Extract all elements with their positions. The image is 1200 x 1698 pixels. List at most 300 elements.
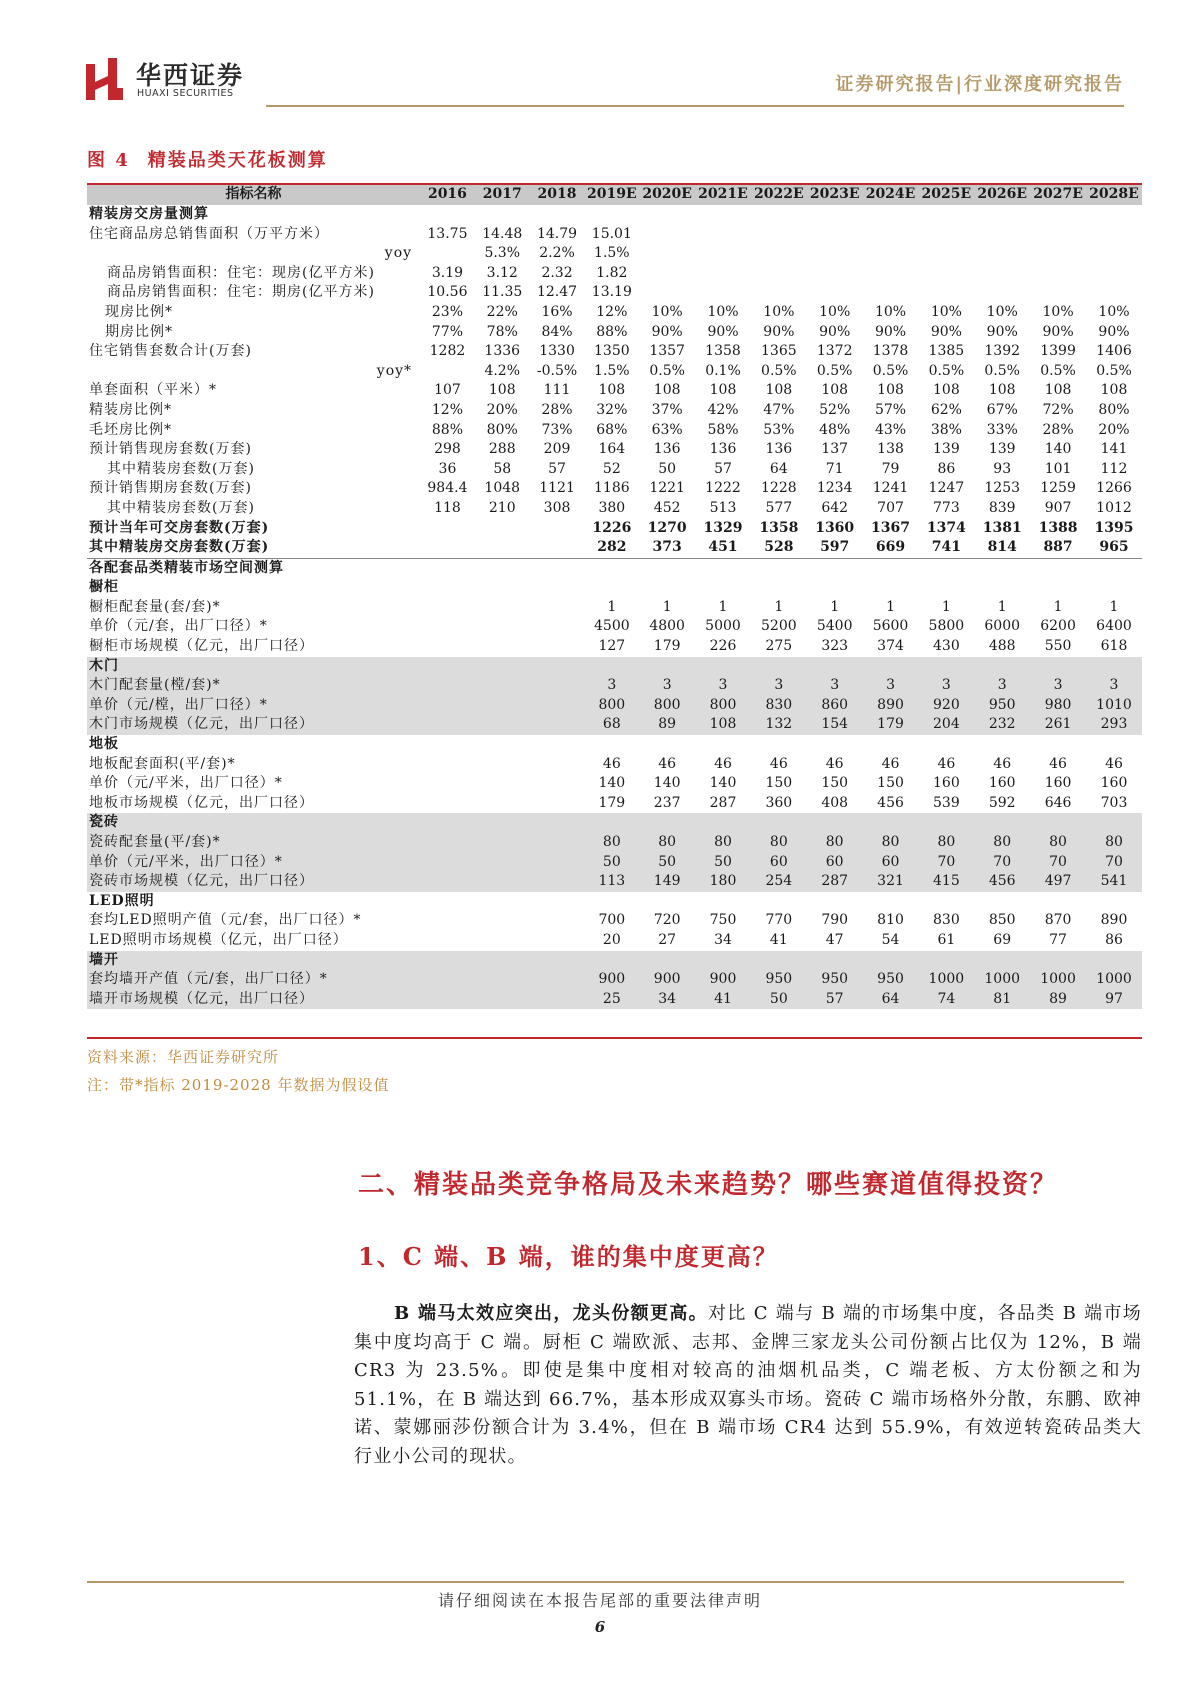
paragraph-body: 对比 C 端与 B 端的市场集中度，各品类 B 端市场集中度均高于 C 端。厨柜 C 端欧派、志邦、金牌三家龙头公司份额占比仅为 12%，B 端 CR3 为 23.5%。即使是集中度相对较高的油烟机品类，C 端老板、方太份额之和为 51.1%，在 B 端达到 66.7%，基本形成双寡头市场。瓷砖 C 端市场格外分散，东鹏、欧神诺、蒙娜丽莎份额合计为 3.4%，但在 B 端市场 CR4 达到 55.9%，有效逆转瓷砖品类大行业小公司的现状。 [354,1303,1142,1467]
table-cell [639,578,695,598]
table-cell [530,657,585,677]
table-cell [974,657,1030,677]
table-cell: 1 [607,598,617,615]
table-cell: 88% [596,323,628,340]
table-cell [974,283,1030,303]
table-row [87,460,1142,480]
table-cell: 890 [1100,912,1128,929]
paragraph-lead: B 端马太效应突出，龙头份额更高。 [394,1303,708,1324]
table-cell: 1358 [705,343,741,360]
row-label: 毛坯房比例* [89,421,172,438]
table-cell: 80 [918,833,974,853]
table-cell [974,813,1030,833]
table-cell: 321 [863,872,919,892]
table-cell [807,657,863,677]
table-cell [695,951,751,971]
table-section-row [87,558,1142,578]
table-cell: 50 [658,460,677,477]
column-header-year: 2019E [584,185,639,205]
table-cell [420,970,475,990]
table-cell: 136 [653,441,681,458]
table-cell: 108 [933,382,960,399]
table-section-row [87,735,1142,755]
table-cell: 0.5% [984,362,1020,379]
table-section-row [87,578,1142,598]
table-cell: 254 [751,872,807,892]
row-label: 其中精装房交房套数(万套) [89,539,270,556]
estimate-table [87,185,1142,1009]
table-cell: 750 [709,912,737,929]
table-cell: 27 [658,931,677,948]
table-cell: 275 [765,638,793,655]
table-cell: 209 [543,441,571,458]
table-cell: 10% [930,303,962,320]
table-cell [695,892,751,912]
table-cell: 984.4 [427,480,468,497]
table-cell: 1121 [539,480,575,497]
table-cell [695,225,751,245]
table-cell [807,225,863,245]
table-cell: 1259 [1040,480,1076,497]
page-number: 6 [594,1618,606,1636]
table-cell [475,794,530,814]
table-cell: 72% [1042,401,1074,418]
row-label: 墙开市场规模（亿元，出厂口径） [87,990,420,1010]
table-cell [530,892,585,912]
table-cell [530,538,585,558]
row-label: LED照明 [89,892,155,909]
table-cell: 160 [933,775,960,792]
table-cell: 160 [1100,775,1128,792]
table-cell: 1358 [759,519,799,536]
table-cell [751,225,807,245]
table-cell: 86 [1105,931,1123,948]
table-cell [530,755,585,775]
table-cell: 140 [653,775,681,792]
table-cell [1030,578,1086,598]
table-cell: 1 [886,598,895,615]
table-cell: 6400 [1096,618,1132,635]
table-cell: 10% [1042,303,1074,320]
table-cell: 138 [877,441,904,458]
table-row [87,283,1142,303]
table-cell [584,205,639,225]
table-cell: 90% [1042,323,1074,340]
table-cell [918,264,974,284]
table-cell: 16% [541,303,573,320]
table-cell: 70 [918,853,974,873]
table-cell: 46 [658,755,677,772]
table-cell: 77% [431,323,463,340]
table-cell [807,892,863,912]
table-cell: 3 [974,676,1030,696]
table-cell [751,558,807,578]
row-label: 木门市场规模（亿元，出厂口径） [87,715,420,735]
table-cell: 64 [863,990,919,1010]
footer-divider [87,1581,1124,1583]
table-cell: 373 [652,539,682,556]
table-cell: 950 [863,970,919,990]
table-cell: 58 [493,460,512,477]
table-cell: 0.5% [928,362,965,379]
table-cell: 84% [541,323,573,340]
table-cell: 541 [1086,872,1142,892]
table-cell [584,735,639,755]
section-subheading: 1、C 端、B 端，谁的集中度更高？ [358,1242,779,1271]
table-cell [639,735,695,755]
table-cell [475,205,530,225]
table-cell: 38% [930,421,962,438]
column-header-year: 2025E [918,185,974,205]
table-cell: 3 [1086,676,1142,696]
table-cell: 2.2% [539,245,575,262]
table-cell: 10% [874,303,907,320]
table-cell: 140 [709,775,737,792]
table-cell: 67% [986,401,1018,418]
table-cell: 1012 [1096,499,1132,516]
table-cell: 60 [751,853,807,873]
table-cell: 48% [819,421,851,438]
table-cell: 46 [881,755,900,772]
table-cell: 137 [821,441,849,458]
table-cell: 80 [695,833,751,853]
table-cell: 68% [596,421,628,438]
row-label: 瓷砖配套量(平/套)* [87,833,420,853]
table-cell [420,833,475,853]
table-cell [420,774,475,794]
table-cell [918,657,974,677]
table-cell: 597 [820,539,850,556]
table-cell: 1234 [816,480,853,497]
table-cell: 150 [877,775,904,792]
table-cell [1030,244,1086,264]
table-cell: 58% [707,421,739,438]
table-row [87,911,1142,931]
table-cell: 1048 [484,480,521,497]
table-cell [1030,205,1086,225]
table-cell: 12% [431,401,463,418]
table-cell: 1.82 [596,264,628,281]
table-cell [530,617,585,637]
table-cell: 46 [825,755,844,772]
table-cell: 50 [751,990,807,1010]
table-cell: 90% [707,323,739,340]
table-cell: 108 [709,382,737,399]
table-cell: 839 [988,499,1016,516]
table-cell [639,951,695,971]
table-cell [475,951,530,971]
table-cell [530,911,585,931]
table-cell [807,813,863,833]
row-label: 现房比例* [105,303,173,320]
table-cell: 204 [918,715,974,735]
table-cell: 1385 [928,343,965,360]
table-cell [863,283,919,303]
table-cell: 900 [695,970,751,990]
table-cell: 70 [974,853,1030,873]
table-cell [1030,951,1086,971]
table-cell: 237 [653,794,681,811]
table-cell: 47 [825,931,844,948]
table-cell: 700 [598,912,626,929]
row-label: 瓷砖 [87,813,420,833]
table-cell [751,578,807,598]
table-cell [475,911,530,931]
table-cell: 108 [821,382,849,399]
table-cell [1030,264,1086,284]
table-cell: 22% [486,303,518,320]
table-cell: 179 [598,794,626,811]
table-cell: 1372 [816,343,853,360]
table-cell: 3.12 [486,264,518,281]
table-cell: 52% [819,401,851,418]
table-cell: 5.3% [484,245,521,262]
table-cell: 37% [651,401,683,418]
table-cell [1086,951,1142,971]
table-cell: 2.32 [541,264,573,281]
table-cell: 0.5% [816,362,853,379]
row-label: 住宅销售套数合计(万套) [89,343,252,360]
brand-name-en: HUAXI SECURITIES [137,88,234,99]
table-cell: 287 [709,794,737,811]
table-row [87,225,1142,245]
table-cell [530,931,585,951]
table-cell [530,990,585,1010]
table-cell [1030,657,1086,677]
table-cell: 64 [769,460,788,477]
table-cell: 6000 [984,618,1021,635]
table-cell: 790 [821,912,849,929]
table-cell: 108 [695,715,751,735]
header-divider [266,105,1124,107]
table-cell [530,558,585,578]
table-cell: 1221 [649,480,685,497]
table-cell: 36 [438,460,457,477]
table-cell [475,676,530,696]
table-cell: 127 [598,638,626,655]
table-cell [918,578,974,598]
table-cell: 1 [997,598,1007,615]
row-label: 橱柜 [89,579,119,596]
table-cell: 46 [714,755,732,772]
table-cell: 814 [987,539,1017,556]
table-row [87,362,1142,382]
table-cell: 618 [1100,638,1128,655]
table-cell: 451 [708,539,738,556]
column-header-year: 2020E [639,185,695,205]
table-cell [751,735,807,755]
table-cell [475,598,530,618]
table-cell: 81 [974,990,1030,1010]
table-cell [530,872,585,892]
table-cell: 160 [1044,775,1072,792]
table-cell [530,715,585,735]
table-cell: 1367 [871,519,911,536]
table-cell [863,892,919,912]
table-cell [420,578,475,598]
table-cell: 60 [863,853,919,873]
table-cell: 3 [695,676,751,696]
table-cell: 0.5% [761,362,797,379]
row-label: 单套面积（平米）* [89,382,217,399]
table-cell [863,225,919,245]
row-label: 套均墙开产值（元/套，出厂口径）* [87,970,420,990]
table-cell [807,735,863,755]
row-label: 地板 [89,736,119,753]
table-cell [751,657,807,677]
table-cell: 28% [541,401,573,418]
table-cell [420,794,475,814]
table-cell: 1378 [872,343,909,360]
table-cell: 550 [1044,638,1072,655]
table-cell: 57 [714,460,732,477]
table-cell [475,538,530,558]
table-cell [584,657,639,677]
table-cell: 80 [584,833,639,853]
table-cell: 1336 [484,343,521,360]
table-cell [1030,892,1086,912]
table-cell: 642 [821,499,849,516]
table-cell [475,637,530,657]
table-cell [974,244,1030,264]
table-cell: 0.5% [872,362,909,379]
row-label: LED照明市场规模（亿元，出厂口径） [89,931,348,948]
table-cell [695,244,751,264]
table-cell: 46 [993,755,1012,772]
table-cell: 33% [986,421,1018,438]
table-cell [420,362,475,382]
table-cell [420,205,475,225]
table-cell: 93 [993,460,1012,477]
table-cell: 528 [764,539,794,556]
table-cell: 108 [488,382,516,399]
table-cell [475,578,530,598]
table-cell: 1388 [1038,519,1078,536]
row-label: 预计销售现房套数(万套) [89,441,252,458]
table-section-row [87,813,1142,833]
table-cell [420,657,475,677]
table-cell [1030,813,1086,833]
table-cell [918,283,974,303]
table-row [87,421,1142,441]
table-cell [530,774,585,794]
table-cell [695,657,751,677]
table-cell [639,283,695,303]
table-cell: 90% [651,323,683,340]
table-cell: 10% [986,303,1018,320]
table-cell: 15.01 [591,225,632,242]
table-cell [1086,657,1142,677]
table-cell: 226 [709,638,737,655]
table-cell: 497 [1030,872,1086,892]
table-cell: 101 [1044,460,1072,477]
column-header-year: 2027E [1030,185,1086,205]
table-cell [974,264,1030,284]
table-cell [918,205,974,225]
table-cell: 1381 [982,519,1022,536]
table-cell [530,853,585,873]
table-cell: 287 [807,872,863,892]
table-cell: 60 [807,853,863,873]
table-cell: 154 [807,715,863,735]
table-cell: 1406 [1096,343,1132,360]
table-cell [863,657,919,677]
source-note: 资料来源：华西证券研究所 [87,1048,280,1066]
table-cell: 164 [598,441,626,458]
table-cell: 34 [714,931,732,948]
table-cell: 5800 [928,618,965,635]
table-cell [420,244,475,264]
table-cell: 20% [486,401,518,418]
table-cell [863,813,919,833]
table-cell: 980 [1030,696,1086,716]
table-cell [475,657,530,677]
table-cell: 160 [988,775,1016,792]
table-cell [863,264,919,284]
row-label: 预计当年可交房套数(万套) [89,519,270,536]
table-cell [751,244,807,264]
table-cell [807,244,863,264]
table-cell: 20% [1098,421,1130,438]
table-cell: 43% [874,421,907,438]
table-cell [530,205,585,225]
table-row [87,323,1142,343]
row-label: 单价（元/樘，出厂口径）* [87,696,420,716]
table-cell: 139 [933,441,960,458]
table-cell [974,951,1030,971]
table-cell [475,813,530,833]
table-row [87,755,1142,775]
table-cell [974,578,1030,598]
table-cell [1086,892,1142,912]
huaxi-logo-icon [86,58,126,100]
table-cell: 1241 [872,480,909,497]
table-cell: 1000 [918,970,974,990]
table-cell [530,794,585,814]
table-cell: 25 [584,990,639,1010]
table-cell: 900 [584,970,639,990]
table-cell [1086,558,1142,578]
table-cell [863,951,919,971]
table-cell: 282 [597,539,627,556]
table-cell: 4.2% [484,362,521,379]
table-cell: 80 [751,833,807,853]
table-cell: 20 [602,931,621,948]
table-cell: 80% [486,421,518,438]
table-row [87,440,1142,460]
table-cell: 10.56 [427,284,468,301]
table-cell [530,951,585,971]
table-cell: 1357 [649,343,685,360]
table-cell: 62% [930,401,962,418]
table-row [87,970,1142,990]
table-cell [807,205,863,225]
table-cell: 800 [695,696,751,716]
table-cell [475,774,530,794]
table-cell [639,205,695,225]
table-row [87,931,1142,951]
table-cell: 61 [937,931,956,948]
row-label: 各配套品类精装市场空间测算 [87,558,420,578]
table-cell: 965 [1099,539,1129,556]
table-cell [974,205,1030,225]
table-cell [1086,244,1142,264]
table-cell: 1000 [1086,970,1142,990]
table-row [87,794,1142,814]
table-cell [695,735,751,755]
table-cell [1086,813,1142,833]
table-row [87,479,1142,499]
